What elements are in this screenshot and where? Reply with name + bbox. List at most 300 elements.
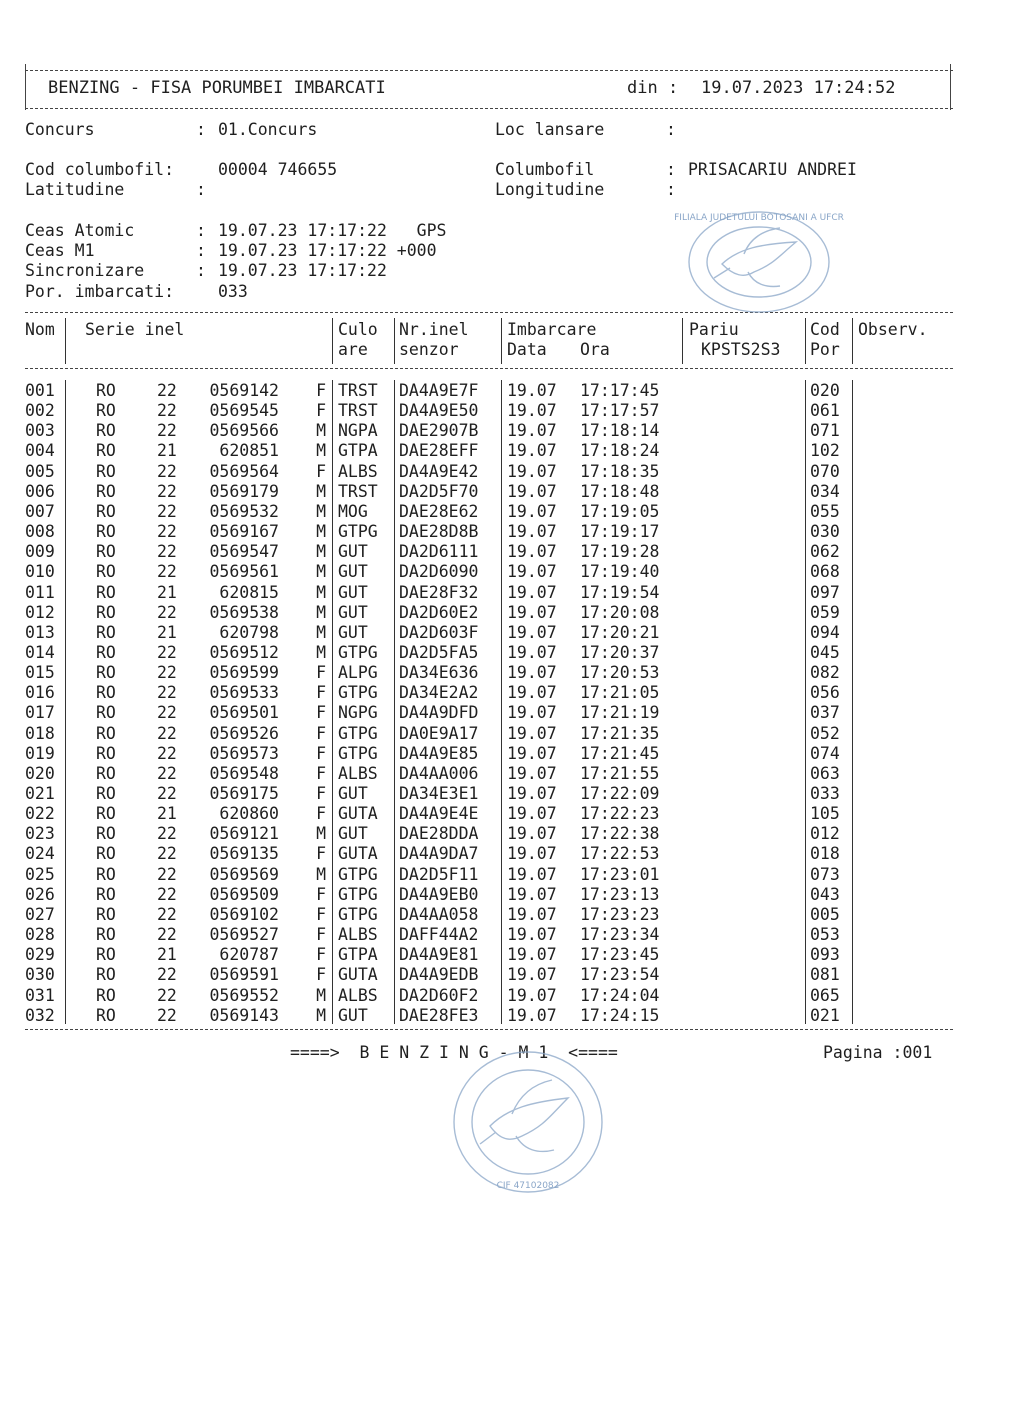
cell-an: 22: [157, 421, 177, 441]
cell-senzor: DA4A9E42: [399, 461, 479, 481]
cell-tara: RO: [96, 884, 116, 904]
ceas-m1-label: Ceas M1: [25, 241, 95, 260]
cell-culoare: GUT: [338, 784, 368, 803]
body-separator: [332, 380, 333, 1024]
cell-nr-inel: 0569566: [209, 421, 279, 441]
cell-ora: 17:21:05: [580, 683, 660, 703]
cell-senzor: DAE28DDA: [399, 824, 479, 844]
cell-nr-inel: 620851: [219, 441, 279, 461]
cell-tara: RO: [96, 784, 116, 803]
date-value: 19.07.2023 17:24:52: [701, 78, 896, 98]
header-bottom-rule: [25, 108, 953, 109]
cell-an: 22: [157, 542, 177, 562]
page-number: Pagina :001: [823, 1043, 933, 1062]
col-header-por: Por: [810, 340, 840, 359]
cell-culoare: GTPG: [338, 522, 378, 542]
cell-an: 22: [157, 501, 177, 521]
cell-nr-inel: 0569512: [209, 642, 279, 662]
cell-tara: RO: [96, 622, 116, 642]
cell-nom: 003: [25, 421, 55, 441]
cell-senzor: DA2D6111: [399, 542, 479, 562]
columbofil-value: PRISACARIU ANDREI: [688, 160, 857, 179]
cell-nom: 013: [25, 622, 55, 642]
cell-cod: 102: [810, 441, 840, 461]
cell-sex: M: [316, 985, 326, 1005]
cell-senzor: DA2D6090: [399, 562, 479, 582]
columbofil-label: Columbofil: [495, 160, 595, 179]
header-top-rule: [25, 70, 953, 71]
cell-culoare: GUT: [338, 1005, 368, 1025]
cell-senzor: DA2D60E2: [399, 602, 479, 622]
cell-senzor: DAE28E62: [399, 501, 479, 521]
cell-nom: 012: [25, 602, 55, 622]
cell-nom: 027: [25, 904, 55, 924]
cell-nr-inel: 0569175: [209, 784, 279, 803]
cell-sex: F: [316, 884, 326, 904]
cell-nom: 028: [25, 925, 55, 945]
cell-data: 19.07: [507, 381, 557, 400]
cell-an: 22: [157, 602, 177, 622]
cell-nr-inel: 0569548: [209, 763, 279, 783]
cell-cod: 061: [810, 401, 840, 421]
cell-nr-inel: 0569552: [209, 985, 279, 1005]
cell-senzor: DA0E9A17: [399, 723, 479, 743]
cell-nom: 008: [25, 522, 55, 542]
cell-ora: 17:24:15: [580, 1005, 660, 1025]
cell-sex: F: [316, 844, 326, 864]
cell-tara: RO: [96, 804, 116, 824]
cell-nr-inel: 0569569: [209, 864, 279, 884]
cell-ora: 17:17:57: [580, 401, 660, 421]
cell-ora: 17:21:35: [580, 723, 660, 743]
cell-tara: RO: [96, 683, 116, 703]
cell-sex: F: [316, 743, 326, 763]
cell-ora: 17:20:21: [580, 622, 660, 642]
cell-data: 19.07: [507, 602, 557, 622]
cell-culoare: NGPG: [338, 703, 378, 723]
cell-senzor: DA34E2A2: [399, 683, 479, 703]
cell-data: 19.07: [507, 562, 557, 582]
ceas-atomic-label: Ceas Atomic: [25, 221, 135, 240]
cell-an: 22: [157, 683, 177, 703]
cell-sex: F: [316, 381, 326, 400]
cell-culoare: GUTA: [338, 965, 378, 985]
cell-nom: 010: [25, 562, 55, 582]
cell-cod: 033: [810, 784, 840, 803]
cell-nr-inel: 0569509: [209, 884, 279, 904]
cell-ora: 17:20:53: [580, 663, 660, 683]
cell-data: 19.07: [507, 703, 557, 723]
col-header-cod: Cod: [810, 320, 840, 339]
cell-senzor: DA4A9DA7: [399, 844, 479, 864]
document-title: BENZING - FISA PORUMBEI IMBARCATI: [48, 78, 386, 98]
cell-senzor: DA34E3E1: [399, 784, 479, 803]
cell-nr-inel: 0569532: [209, 501, 279, 521]
cell-data: 19.07: [507, 904, 557, 924]
cell-cod: 021: [810, 1005, 840, 1025]
cell-culoare: GUTA: [338, 844, 378, 864]
cell-sex: F: [316, 904, 326, 924]
cell-cod: 074: [810, 743, 840, 763]
cell-senzor: DA2D5F70: [399, 481, 479, 501]
cell-tara: RO: [96, 763, 116, 783]
cell-sex: M: [316, 1005, 326, 1025]
cell-sex: F: [316, 461, 326, 481]
cell-ora: 17:18:35: [580, 461, 660, 481]
cell-ora: 17:20:08: [580, 602, 660, 622]
cell-an: 22: [157, 1005, 177, 1025]
cell-data: 19.07: [507, 925, 557, 945]
cell-culoare: GTPG: [338, 683, 378, 703]
body-separator: [394, 380, 395, 1024]
cell-cod: 020: [810, 381, 840, 400]
cell-tara: RO: [96, 642, 116, 662]
stamp-seal-bottom: [448, 1046, 608, 1196]
cell-senzor: DA2D5FA5: [399, 642, 479, 662]
cell-cod: 012: [810, 824, 840, 844]
cell-ora: 17:22:09: [580, 784, 660, 803]
cell-nr-inel: 0569564: [209, 461, 279, 481]
cell-data: 19.07: [507, 501, 557, 521]
cell-senzor: DAE28FE3: [399, 1005, 479, 1025]
cell-nr-inel: 620798: [219, 622, 279, 642]
cell-ora: 17:21:45: [580, 743, 660, 763]
cell-nr-inel: 0569102: [209, 904, 279, 924]
cell-cod: 034: [810, 481, 840, 501]
cell-sex: M: [316, 582, 326, 602]
cell-tara: RO: [96, 542, 116, 562]
cell-an: 22: [157, 522, 177, 542]
cell-culoare: GTPG: [338, 743, 378, 763]
cell-nr-inel: 0569121: [209, 824, 279, 844]
cell-ora: 17:22:38: [580, 824, 660, 844]
cell-culoare: GTPG: [338, 642, 378, 662]
cell-cod: 043: [810, 884, 840, 904]
cell-tara: RO: [96, 723, 116, 743]
col-header-culoare-2: are: [338, 340, 368, 359]
cell-an: 22: [157, 381, 177, 400]
cell-ora: 17:23:23: [580, 904, 660, 924]
cell-senzor: DA4A9E81: [399, 945, 479, 965]
cell-ora: 17:20:37: [580, 642, 660, 662]
cell-an: 21: [157, 441, 177, 461]
cell-culoare: GUT: [338, 622, 368, 642]
cell-nom: 002: [25, 401, 55, 421]
cell-senzor: DA4AA058: [399, 904, 479, 924]
cell-sex: F: [316, 683, 326, 703]
cell-tara: RO: [96, 945, 116, 965]
cell-culoare: GUT: [338, 824, 368, 844]
cell-sex: F: [316, 945, 326, 965]
cell-nr-inel: 0569501: [209, 703, 279, 723]
col-header-imbarcare: Imbarcare: [507, 320, 597, 339]
cell-culoare: GTPA: [338, 441, 378, 461]
cell-ora: 17:21:55: [580, 763, 660, 783]
body-separator: [805, 380, 806, 1024]
cell-ora: 17:19:54: [580, 582, 660, 602]
cell-an: 22: [157, 723, 177, 743]
col-header-serie: Serie inel: [85, 320, 185, 339]
date-label: din :: [627, 78, 679, 98]
cell-tara: RO: [96, 522, 116, 542]
col-header-nrinel: Nr.inel: [399, 320, 469, 339]
cell-cod: 073: [810, 864, 840, 884]
cell-cod: 068: [810, 562, 840, 582]
cell-nr-inel: 620787: [219, 945, 279, 965]
col-header-observ: Observ.: [858, 320, 928, 339]
cell-sex: M: [316, 522, 326, 542]
cell-an: 22: [157, 461, 177, 481]
sincronizare-label: Sincronizare: [25, 261, 145, 280]
cell-nr-inel: 0569561: [209, 562, 279, 582]
cell-an: 21: [157, 582, 177, 602]
header-separator: [852, 318, 853, 364]
cell-nom: 031: [25, 985, 55, 1005]
cell-nom: 020: [25, 763, 55, 783]
cell-tara: RO: [96, 965, 116, 985]
cell-sex: M: [316, 642, 326, 662]
cell-culoare: GTPG: [338, 864, 378, 884]
cell-data: 19.07: [507, 582, 557, 602]
cell-data: 19.07: [507, 481, 557, 501]
cell-ora: 17:18:48: [580, 481, 660, 501]
cell-nr-inel: 0569135: [209, 844, 279, 864]
cell-tara: RO: [96, 421, 116, 441]
cell-ora: 17:17:45: [580, 381, 660, 400]
cell-cod: 062: [810, 542, 840, 562]
col-header-nom: Nom: [25, 320, 55, 339]
cell-nr-inel: 0569538: [209, 602, 279, 622]
cell-ora: 17:23:54: [580, 965, 660, 985]
cell-culoare: GUT: [338, 542, 368, 562]
cod-columbofil-value: 00004 746655: [218, 160, 338, 179]
cell-cod: 070: [810, 461, 840, 481]
cell-tara: RO: [96, 925, 116, 945]
cell-senzor: DA2D603F: [399, 622, 479, 642]
table-header-rule: [25, 368, 953, 369]
header-right-border: [950, 64, 951, 110]
cell-cod: 055: [810, 501, 840, 521]
porumbei-imbarcati-value: 033: [218, 282, 248, 301]
ceas-m1-value: 19.07.23 17:17:22 +000: [218, 241, 437, 260]
cell-nr-inel: 0569167: [209, 522, 279, 542]
cell-an: 22: [157, 844, 177, 864]
cell-sex: M: [316, 421, 326, 441]
cell-an: 22: [157, 884, 177, 904]
cell-senzor: DA4AA006: [399, 763, 479, 783]
concurs-label: Concurs: [25, 120, 95, 139]
colon: :: [196, 221, 206, 240]
cell-tara: RO: [96, 864, 116, 884]
cell-nom: 019: [25, 743, 55, 763]
cell-culoare: GUT: [338, 582, 368, 602]
cell-culoare: GUTA: [338, 804, 378, 824]
cell-cod: 045: [810, 642, 840, 662]
sincronizare-value: 19.07.23 17:17:22: [218, 261, 387, 280]
cell-cod: 053: [810, 925, 840, 945]
cell-sex: F: [316, 925, 326, 945]
cell-cod: 063: [810, 763, 840, 783]
porumbei-imbarcati-label: Por. imbarcati:: [25, 282, 175, 301]
cell-ora: 17:23:45: [580, 945, 660, 965]
cell-data: 19.07: [507, 1005, 557, 1025]
cell-data: 19.07: [507, 622, 557, 642]
cell-nr-inel: 0569142: [209, 381, 279, 400]
longitudine-label: Longitudine: [495, 180, 605, 199]
cell-nom: 017: [25, 703, 55, 723]
cell-culoare: GTPG: [338, 884, 378, 904]
cell-data: 19.07: [507, 743, 557, 763]
cell-data: 19.07: [507, 884, 557, 904]
cell-nr-inel: 620815: [219, 582, 279, 602]
cell-an: 22: [157, 904, 177, 924]
cell-sex: F: [316, 703, 326, 723]
cell-culoare: TRST: [338, 481, 378, 501]
cell-nr-inel: 0569545: [209, 401, 279, 421]
cell-ora: 17:18:14: [580, 421, 660, 441]
cell-ora: 17:24:04: [580, 985, 660, 1005]
latitudine-label: Latitudine: [25, 180, 125, 199]
cell-sex: F: [316, 965, 326, 985]
cell-nom: 014: [25, 642, 55, 662]
cell-tara: RO: [96, 562, 116, 582]
cell-data: 19.07: [507, 723, 557, 743]
cell-data: 19.07: [507, 441, 557, 461]
header-separator: [394, 318, 395, 364]
cell-ora: 17:23:01: [580, 864, 660, 884]
cell-sex: M: [316, 864, 326, 884]
col-header-culoare: Culo: [338, 320, 378, 339]
concurs-value: 01.Concurs: [218, 120, 318, 139]
cell-cod: 097: [810, 582, 840, 602]
cell-an: 22: [157, 642, 177, 662]
cell-tara: RO: [96, 582, 116, 602]
body-separator: [501, 380, 502, 1024]
cell-nom: 007: [25, 501, 55, 521]
cell-ora: 17:22:23: [580, 804, 660, 824]
cell-cod: 081: [810, 965, 840, 985]
cell-data: 19.07: [507, 642, 557, 662]
cell-sex: M: [316, 562, 326, 582]
cell-culoare: ALPG: [338, 663, 378, 683]
cell-senzor: DA4A9E7F: [399, 381, 479, 400]
cell-data: 19.07: [507, 784, 557, 803]
colon: :: [196, 241, 206, 260]
footer-banner: ====> B E N Z I N G - M 1 <====: [290, 1043, 618, 1062]
cell-nom: 018: [25, 723, 55, 743]
cell-data: 19.07: [507, 401, 557, 421]
cell-nom: 029: [25, 945, 55, 965]
cell-nom: 021: [25, 784, 55, 803]
cell-ora: 17:19:17: [580, 522, 660, 542]
col-header-data: Data: [507, 340, 547, 359]
stamp-top-text: FILIALA JUDETULUI BOTOSANI A UFCR: [674, 213, 844, 223]
cell-tara: RO: [96, 904, 116, 924]
ceas-atomic-value: 19.07.23 17:17:22 GPS: [218, 221, 447, 240]
cell-cod: 105: [810, 804, 840, 824]
cell-cod: 059: [810, 602, 840, 622]
cell-nom: 022: [25, 804, 55, 824]
cell-an: 22: [157, 481, 177, 501]
cell-cod: 018: [810, 844, 840, 864]
cod-columbofil-label: Cod columbofil:: [25, 160, 175, 179]
cell-sex: F: [316, 401, 326, 421]
cell-nom: 024: [25, 844, 55, 864]
cell-nr-inel: 0569573: [209, 743, 279, 763]
cell-senzor: DA4A9E50: [399, 401, 479, 421]
col-header-kpsts: KPSTS2S3: [701, 340, 781, 359]
cell-sex: M: [316, 501, 326, 521]
cell-culoare: ALBS: [338, 985, 378, 1005]
cell-nom: 032: [25, 1005, 55, 1025]
cell-culoare: NGPA: [338, 421, 378, 441]
cell-tara: RO: [96, 461, 116, 481]
cell-tara: RO: [96, 401, 116, 421]
cell-senzor: DA4A9E4E: [399, 804, 479, 824]
cell-an: 22: [157, 401, 177, 421]
body-separator: [65, 380, 66, 1024]
cell-data: 19.07: [507, 945, 557, 965]
cell-culoare: GUT: [338, 602, 368, 622]
cell-nom: 016: [25, 683, 55, 703]
colon: :: [196, 180, 206, 199]
cell-cod: 030: [810, 522, 840, 542]
cell-nr-inel: 0569591: [209, 965, 279, 985]
cell-culoare: GTPA: [338, 945, 378, 965]
col-header-pariu: Pariu: [689, 320, 739, 339]
cell-data: 19.07: [507, 965, 557, 985]
colon: :: [196, 261, 206, 280]
cell-senzor: DA2D5F11: [399, 864, 479, 884]
cell-senzor: DA4A9E85: [399, 743, 479, 763]
cell-nom: 026: [25, 884, 55, 904]
cell-an: 22: [157, 985, 177, 1005]
cell-an: 22: [157, 925, 177, 945]
header-separator: [805, 318, 806, 364]
cell-tara: RO: [96, 481, 116, 501]
cell-data: 19.07: [507, 985, 557, 1005]
cell-data: 19.07: [507, 763, 557, 783]
colon: :: [666, 180, 676, 199]
cell-nr-inel: 0569527: [209, 925, 279, 945]
cell-data: 19.07: [507, 663, 557, 683]
cell-nom: 023: [25, 824, 55, 844]
cell-senzor: DAE28D8B: [399, 522, 479, 542]
cell-senzor: DA34E636: [399, 663, 479, 683]
cell-culoare: GTPG: [338, 904, 378, 924]
cell-an: 22: [157, 663, 177, 683]
cell-nr-inel: 620860: [219, 804, 279, 824]
cell-data: 19.07: [507, 824, 557, 844]
cell-data: 19.07: [507, 683, 557, 703]
cell-an: 22: [157, 784, 177, 803]
cell-ora: 17:21:19: [580, 703, 660, 723]
cell-senzor: DAE28F32: [399, 582, 479, 602]
colon: :: [196, 120, 206, 139]
header-separator: [332, 318, 333, 364]
cell-cod: 071: [810, 421, 840, 441]
cell-data: 19.07: [507, 461, 557, 481]
cell-nr-inel: 0569547: [209, 542, 279, 562]
cell-culoare: ALBS: [338, 763, 378, 783]
cell-tara: RO: [96, 743, 116, 763]
cell-culoare: ALBS: [338, 461, 378, 481]
cell-an: 22: [157, 562, 177, 582]
header-separator: [65, 318, 66, 364]
cell-data: 19.07: [507, 844, 557, 864]
cell-nom: 004: [25, 441, 55, 461]
cell-senzor: DAE28EFF: [399, 441, 479, 461]
